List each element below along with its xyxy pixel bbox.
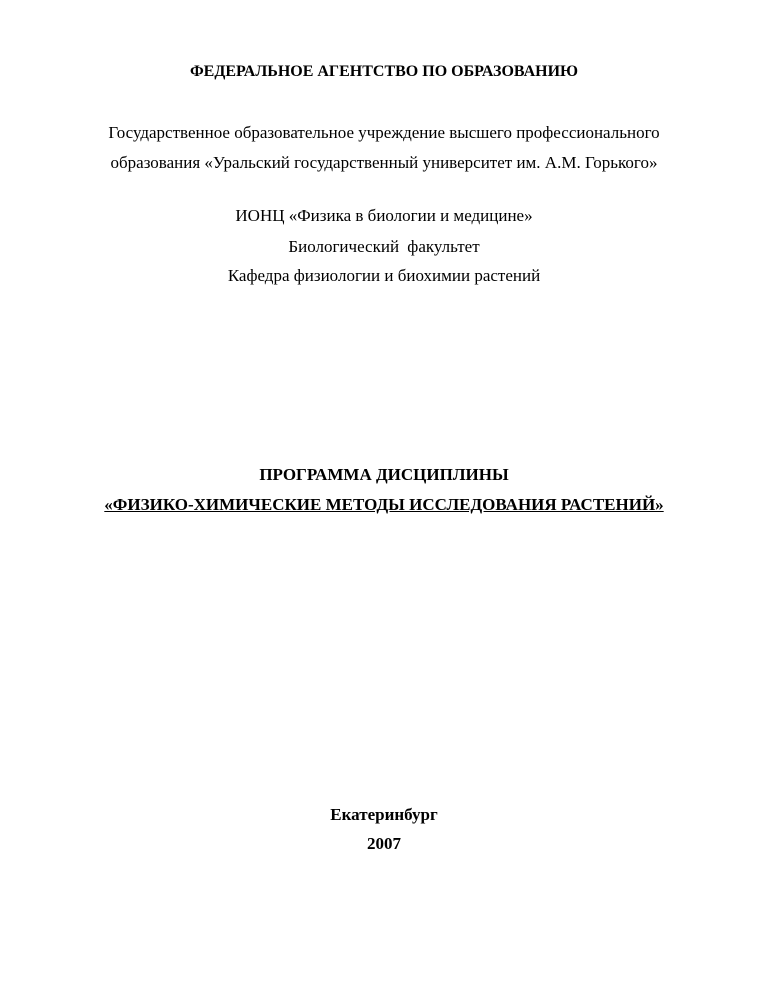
city: Екатеринбург [330,805,438,824]
year: 2007 [367,834,401,853]
agency-heading: ФЕДЕРАЛЬНОЕ АГЕНТСТВО ПО ОБРАЗОВАНИЮ [189,63,579,80]
institution-line-1: Государственное образовательное учреждение высшего профессионального [108,123,660,142]
faculty-name: Биологический факультет [288,237,480,256]
program-title: ПРОГРАММА ДИСЦИПЛИНЫ [259,465,509,484]
center-name: ИОНЦ «Физика в биологии и медицине» [235,206,533,225]
institution-line-2: образования «Уральский государственный университет им. А.М. Горького» [110,153,658,172]
program-name: «ФИЗИКО-ХИМИЧЕСКИЕ МЕТОДЫ ИССЛЕДОВАНИЯ РАСТЕНИЙ» [104,495,664,514]
department-name: Кафедра физиологии и биохимии растений [227,266,541,285]
